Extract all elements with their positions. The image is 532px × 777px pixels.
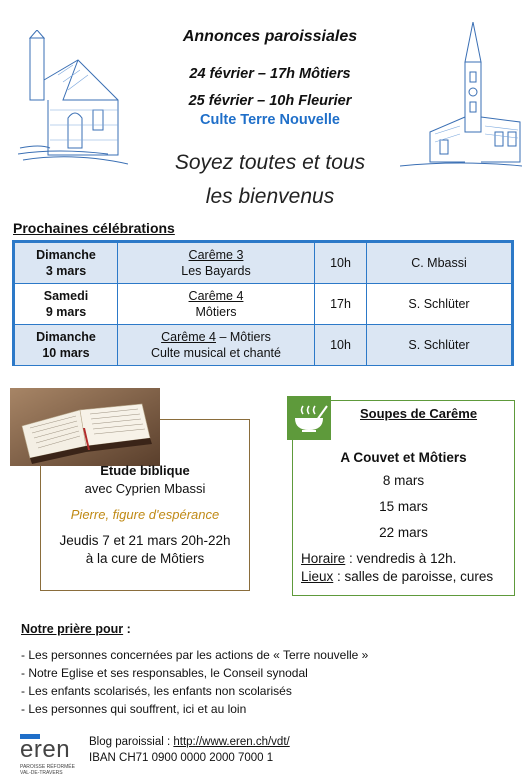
blog-label: Blog paroissial : xyxy=(89,736,174,748)
prayer-item: - Les personnes qui souffrent, ici et au loin xyxy=(21,700,368,718)
logo-subtitle xyxy=(20,764,80,776)
bible-study-location: à la cure de Môtiers xyxy=(85,551,205,566)
soups-info xyxy=(301,550,493,586)
blog-link[interactable]: http://www.eren.ch/vdt/ xyxy=(173,736,290,748)
church-right-illustration xyxy=(400,22,522,172)
prayer-list xyxy=(21,646,368,718)
prayer-title-suffix: : xyxy=(123,622,131,636)
bible-study-title: Etude biblique xyxy=(100,463,190,478)
prayer-title xyxy=(21,622,131,636)
schedule-row xyxy=(15,325,511,365)
row-time: 10h xyxy=(315,243,367,283)
footer-info xyxy=(89,734,290,766)
service-line-2: 25 février – 10h Fleurier xyxy=(188,93,352,109)
row-day: Dimanche xyxy=(36,330,96,344)
bible-study-theme: Pierre, figure d'espérance xyxy=(70,507,220,522)
row-place: Môtiers xyxy=(195,305,237,319)
culte-label: Culte Terre Nouvelle xyxy=(200,112,340,128)
row-date xyxy=(15,284,118,324)
row-date-value: 9 mars xyxy=(45,305,87,319)
row-time: 10h xyxy=(315,325,367,365)
row-date-value: 10 mars xyxy=(42,346,90,360)
lieux-label: Lieux xyxy=(301,569,334,584)
schedule-row xyxy=(15,243,511,283)
prayer-item: - Notre Eglise et ses responsables, le Conseil synodal xyxy=(21,664,368,682)
row-date xyxy=(15,243,118,283)
soup-bowl-icon xyxy=(287,396,331,440)
schedule-title: Prochaines célébrations xyxy=(13,220,175,236)
prayer-item: - Les enfants scolarisés, les enfants non scolarisés xyxy=(21,682,368,700)
row-person: S. Schlüter xyxy=(408,297,470,311)
soups-title: Soupes de Carême xyxy=(360,406,478,421)
row-event-name: Carême 4 xyxy=(161,330,216,344)
row-event-extra: – Môtiers xyxy=(216,330,271,344)
logo-sub-2: VAL-DE-TRAVERS xyxy=(20,770,63,776)
logo-sub-1: PAROISSE RÉFORMÉE xyxy=(20,764,75,770)
row-person: C. Mbassi xyxy=(367,243,511,283)
horaire-label: Horaire xyxy=(301,551,346,566)
prayer-title-text: Notre prière pour xyxy=(21,622,124,636)
soup-date: 22 mars xyxy=(379,525,428,540)
welcome-line-1: Soyez toutes et tous xyxy=(174,151,366,174)
schedule-table xyxy=(12,240,514,366)
row-date-value: 3 mars xyxy=(45,264,87,278)
horaire-value: : vendredis à 12h. xyxy=(345,551,457,566)
row-day: Dimanche xyxy=(36,248,96,262)
welcome-line-2: les bienvenus xyxy=(205,185,335,208)
row-place: Les Bayards xyxy=(181,264,251,278)
bible-study-leader: avec Cyprien Mbassi xyxy=(84,481,206,496)
service-line-1: 24 février – 17h Môtiers xyxy=(189,66,351,82)
row-date xyxy=(15,325,118,365)
row-time: 17h xyxy=(315,284,367,324)
row-person: S. Schlüter xyxy=(367,325,511,365)
welcome-text xyxy=(130,146,410,214)
soups-location: A Couvet et Môtiers xyxy=(340,450,467,465)
row-event xyxy=(118,325,315,365)
bible-study-when xyxy=(40,532,250,568)
schedule-row xyxy=(15,284,511,324)
bible-study-dates: Jeudis 7 et 21 mars 20h-22h xyxy=(59,533,231,548)
lieux-value: : salles de paroisse, cures xyxy=(333,569,494,584)
open-bible-image xyxy=(10,388,160,466)
header-title: Annonces paroissiales xyxy=(182,28,358,45)
row-event xyxy=(118,284,315,324)
row-event-name: Carême 4 xyxy=(188,289,244,303)
eren-logo: eren xyxy=(20,736,71,763)
soup-date: 8 mars xyxy=(382,473,425,488)
row-event-name: Carême 3 xyxy=(188,248,244,262)
row-event xyxy=(118,243,315,283)
church-left-illustration xyxy=(18,30,128,170)
prayer-item: - Les personnes concernées par les actions de « Terre nouvelle » xyxy=(21,646,368,664)
row-day: Samedi xyxy=(43,289,89,303)
iban: IBAN CH71 0900 0000 2000 7000 1 xyxy=(89,752,274,764)
row-place: Culte musical et chanté xyxy=(151,346,281,360)
soup-date: 15 mars xyxy=(379,499,428,514)
